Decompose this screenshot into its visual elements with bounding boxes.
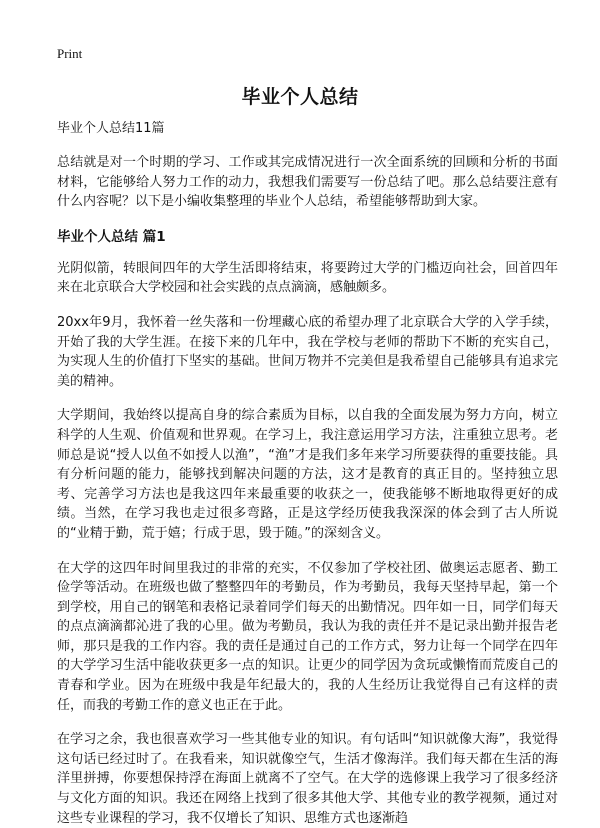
section-heading: 毕业个人总结 篇1 <box>57 228 166 245</box>
intro-paragraph: 总结就是对一个时期的学习、工作或其完成情况进行一次全面系统的回顾和分析的书面材料，它能够给人努力工作的动力，我想我们需要写一份总结了吧。那么总结要注意有什么内容呢？以下是小编收集整理的毕业个人总结，希望能够帮助到大家。 <box>57 155 558 210</box>
body-paragraph: 光阴似箭，转眼间四年的大学生活即将结束，将要跨过大学的门槛迈向社会，回首四年来在北京联合大学校园和社会实践的点点滴滴，感触颇多。 <box>57 260 558 296</box>
page-title: 毕业个人总结 <box>241 86 359 108</box>
article-body <box>57 120 558 828</box>
body-paragraph: 大学期间，我始终以提高自身的综合素质为目标，以自我的全面发展为努力方向，树立科学的人生观、价值观和世界观。在学习上，我注意运用学习方法，注重独立思考。老师总是说“授人以鱼不如授人以渔”，“渔”才是我们多年来学习所要获得的重要技能。具有分析问题的能力，能够找到解决问题的方法，这才是教育的真正目的。坚持独立思考、完善学习方法也是我这四年来最重要的收获之一，使我能够不断地取得更好的成绩。当然，在学习我也走过很多弯路，正是这学经历使我我深深的体会到了古人所说的“业精于勤，荒于嬉；行成于思，毁于随。”的深刻含义。 <box>57 408 558 541</box>
body-paragraph: 在学习之余，我也很喜欢学习一些其他专业的知识。有句话叫“知识就像大海”，我觉得这句话已经过时了。在我看来，知识就像空气，生活才像海洋。我们每天都在生活的海洋里拼搏，你要想保持浮在海面上就离不了空气。在大学的选修课上我学习了很多经济与文化方面的知识。我还在网络上找到了很多其他大学、其他专业的教学视频，通过对这些专业课程的学习，我不仅增长了知识、思维方式也逐渐趋 <box>57 732 558 826</box>
body-paragraph: 在大学的这四年时间里我过的非常的充实，不仅参加了学校社团、做奥运志愿者、勤工俭学等活动。在班级也做了整整四年的考勤员，作为考勤员，我每天坚持早起，第一个到学校，用自己的钢笔和表格记录着同学们每天的出勤情况。四年如一日，同学们每天的点点滴滴都沁进了我的心里。做为考勤员，我认为我的责任并不是记录出勤并报告老师，那只是我的工作内容。我的责任是通过自己的工作方式，努力让每一个同学在四年的大学学习生活中能收获更多一点的知识。让更少的同学因为贪玩或懒惰而荒废自己的青春和学业。因为在班级中我是年纪最大的，我的人生经历让我觉得自己有这样的责任，而我的考勤工作的意义也正在于此。 <box>57 560 558 713</box>
print-link[interactable]: Print <box>57 46 83 61</box>
body-paragraph: 20xx年9月，我怀着一丝失落和一份埋藏心底的希望办理了北京联合大学的入学手续，开始了我的大学生涯。在接下来的几年中，我在学校与老师的帮助下不断的充实自己，为实现人生的价值打下坚实的基础。世间万物并不完美但是我希望自己能够具有追求完美的精神。 <box>57 314 558 389</box>
article-subtitle: 毕业个人总结11篇 <box>57 121 165 136</box>
